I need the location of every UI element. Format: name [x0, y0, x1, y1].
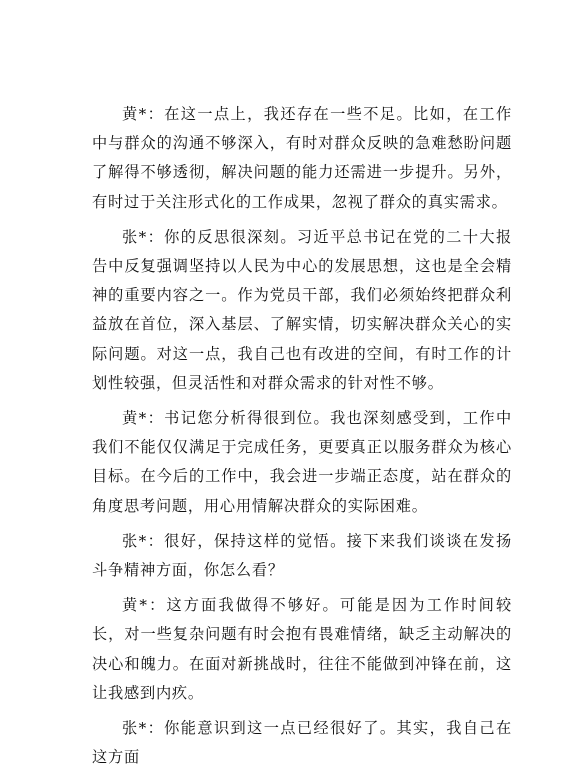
paragraph: 张*：很好，保持这样的觉悟。接下来我们谈谈在发扬斗争精神方面，你怎么看？ [92, 531, 512, 580]
paragraph: 黄*：这方面我做得不够好。可能是因为工作时间较长，对一些复杂问题有时会抱有畏难情绪，缺乏主动解决的决心和魄力。在面对新挑战时，往往不能做到冲锋在前，这让我感到内疚。 [92, 596, 512, 702]
paragraph: 张*：你的反思很深刻。习近平总书记在党的二十大报告中反复强调坚持以人民为中心的发展思想，这也是全会精神的重要内容之一。作为党员干部，我们必须始终把群众利益放在首位，深入基层、了解实情，切实解决群众关心的实际问题。对这一点，我自己也有改进的空间，有时工作的计划性较强，但灵活性和对群众需求的针对性不够。 [92, 227, 512, 392]
document-body [92, 100, 512, 778]
paragraph: 张*：你能意识到这一点已经很好了。其实，我自己在这方面 [92, 719, 512, 767]
paragraph: 黄*：在这一点上，我还存在一些不足。比如，在工作中与群众的沟通不够深入，有时对群众反映的急难愁盼问题了解得不够透彻，解决问题的能力还需进一步提升。另外，有时过于关注形式化的工作成果，忽视了群众的真实需求。 [92, 105, 512, 211]
paragraph: 黄*：书记您分析得很到位。我也深刻感受到，工作中我们不能仅仅满足于完成任务，更要真正以服务群众为核心目标。在今后的工作中，我会进一步端正态度，站在群众的角度思考问题，用心用情解决群众的实际困难。 [92, 409, 512, 515]
